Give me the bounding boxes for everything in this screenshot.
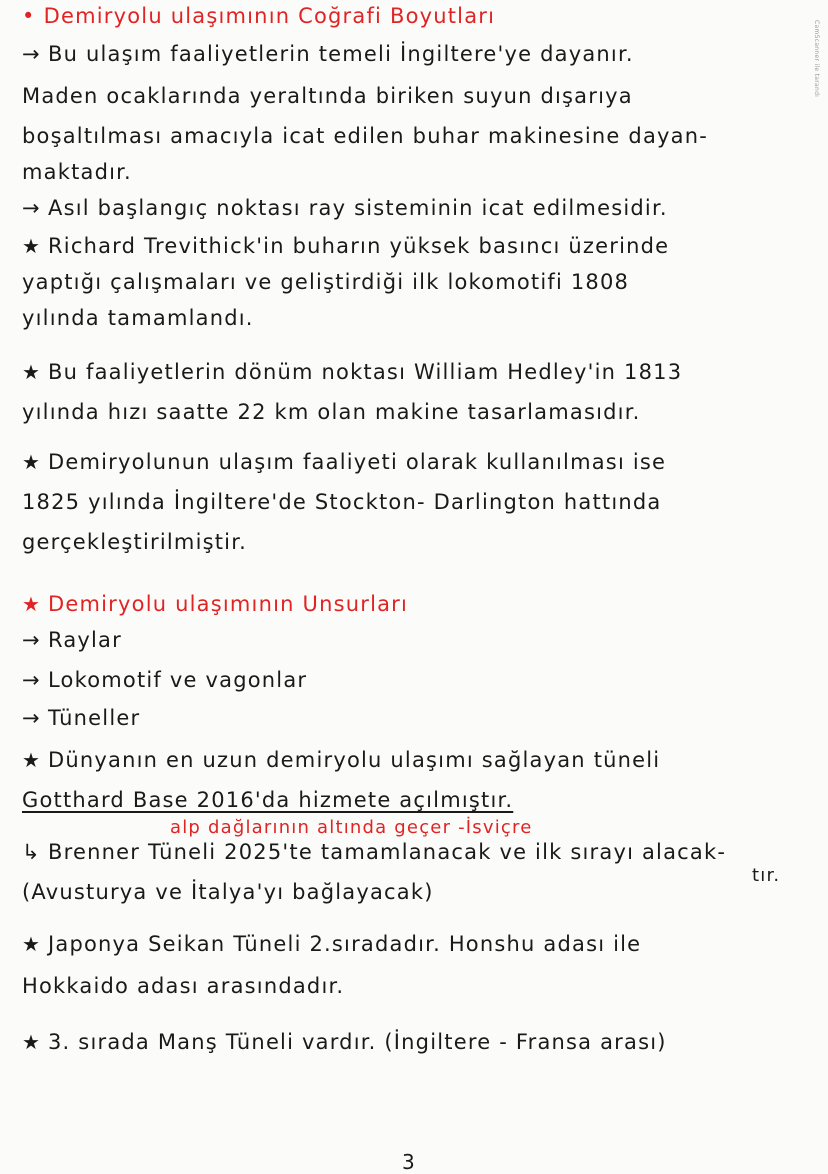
arrow-icon: → <box>22 706 41 730</box>
star-icon: ★ <box>22 1030 42 1054</box>
list-item: → Tüneller <box>22 706 141 730</box>
para5-line2: 1825 yılında İngiltere'de Stockton- Darlington hattında <box>22 490 662 514</box>
star-icon: ★ <box>22 234 42 258</box>
para4-line1: ★ Bu faaliyetlerin dönüm noktası William Hedley'in 1813 <box>22 360 683 384</box>
para6-note: alp dağlarının altında geçer -İsviçre <box>170 817 533 838</box>
para2-line: → Asıl başlangıç noktası ray sisteminin icat edilmesidir. <box>22 196 668 220</box>
para7-line1: ↳ Brenner Tüneli 2025'te tamamlanacak ve ilk sırayı alacak- <box>22 840 727 864</box>
para6-line1: ★ Dünyanın en uzun demiryolu ulaşımı sağlayan tüneli <box>22 748 661 772</box>
arrow-icon: → <box>22 42 41 66</box>
star-icon: ★ <box>22 592 42 616</box>
star-icon: ★ <box>22 748 42 772</box>
para1-line3: boşaltılması amacıyla icat edilen buhar makinesine dayan- <box>22 124 709 148</box>
para5-line3: gerçekleştirilmiştir. <box>22 530 247 554</box>
arrow-icon: → <box>22 628 41 652</box>
star-icon: ★ <box>22 932 42 956</box>
heading <box>22 2 798 30</box>
para1-line1: → Bu ulaşım faaliyetlerin temeli İngiltere'ye dayanır. <box>22 42 634 66</box>
scanner-watermark: CamScanner ile tarandı <box>813 20 820 98</box>
para3-line2: yaptığı çalışmaları ve geliştirdiği ilk lokomotifi 1808 <box>22 270 630 294</box>
para7-line2: (Avusturya ve İtalya'yı bağlayacak) <box>22 880 434 904</box>
page-number: 3 <box>402 1150 415 1174</box>
para6-line2: Gotthard Base 2016'da hizmete açılmıştır. <box>22 788 514 812</box>
arrow-icon: → <box>22 196 41 220</box>
heading-text: Demiryolu ulaşımının Coğrafi Boyutları <box>43 4 496 28</box>
list-item: → Raylar <box>22 628 122 652</box>
para4-line2: yılında hızı saatte 22 km olan makine tasarlamasıdır. <box>22 400 641 424</box>
para1-line4: maktadır. <box>22 160 132 184</box>
star-icon: ★ <box>22 360 42 384</box>
para3-line1: ★ Richard Trevithick'in buharın yüksek basıncı üzerinde <box>22 234 670 258</box>
para9-line1: ★ 3. sırada Manş Tüneli vardır. (İngiltere - Fransa arası) <box>22 1030 667 1054</box>
para7-suffix: tır. <box>752 865 781 886</box>
hook-arrow-icon: ↳ <box>22 840 41 864</box>
para5-line1: ★ Demiryolunun ulaşım faaliyeti olarak kullanılması ise <box>22 450 667 474</box>
para8-line2: Hokkaido adası arasındadır. <box>22 974 345 998</box>
para3-line3: yılında tamamlandı. <box>22 306 254 330</box>
list-item: → Lokomotif ve vagonlar <box>22 668 308 692</box>
para8-line1: ★ Japonya Seikan Tüneli 2.sıradadır. Honshu adası ile <box>22 932 642 956</box>
section2-title: ★ Demiryolu ulaşımının Unsurları <box>22 592 409 616</box>
heading-bullet: • <box>22 4 36 28</box>
star-icon: ★ <box>22 450 42 474</box>
para1-line2: Maden ocaklarında yeraltında biriken suyun dışarıya <box>22 84 633 108</box>
arrow-icon: → <box>22 668 41 692</box>
